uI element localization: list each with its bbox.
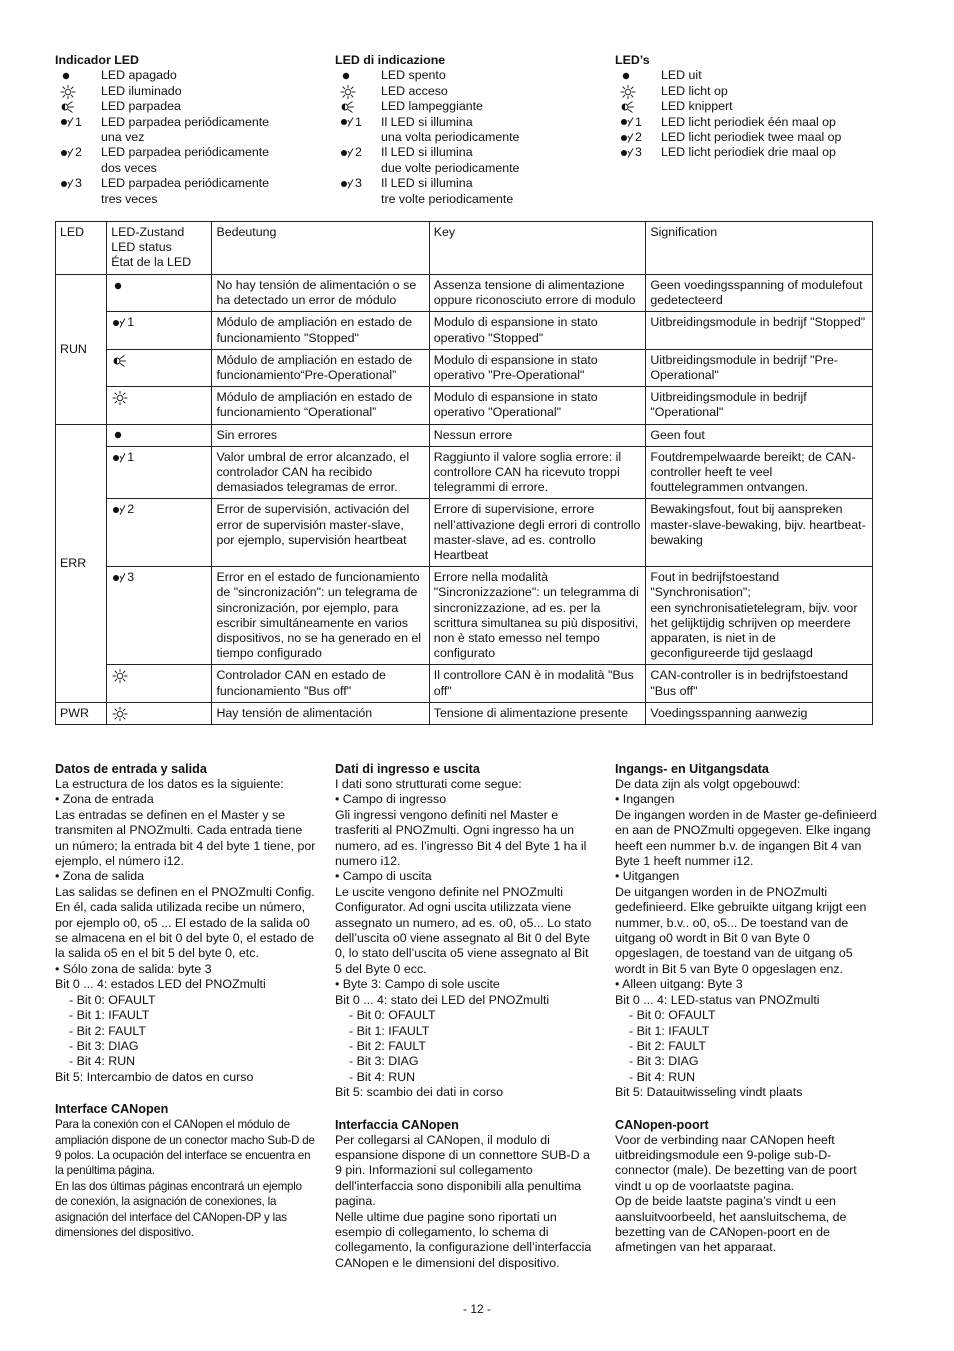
- legend-text: LED licht periodiek één maal op: [661, 114, 836, 129]
- legend-block: [335, 53, 595, 207]
- led-flash-icon: [339, 99, 355, 114]
- section-paragraph: - Bit 3: DIAG: [629, 1054, 699, 1069]
- section-paragraph: - Bit 1: IFAULT: [349, 1023, 430, 1038]
- blink-count: 1: [127, 449, 135, 464]
- blink-count: 1: [75, 114, 82, 129]
- section-paragraph: • Campo di ingresso: [335, 792, 447, 807]
- blink-count: 3: [635, 145, 642, 160]
- led-status-table: [55, 221, 873, 725]
- meaning-nl-cell: Uitbreidingsmodule in bedrijf "Pre-Operational": [646, 349, 873, 386]
- legend-text: LED licht periodiek drie maal op: [661, 145, 836, 160]
- blink-count: 1: [355, 114, 362, 129]
- led-periodic-icon: [111, 450, 127, 465]
- table-row: [56, 665, 873, 702]
- meaning-es-cell: Hay tensión de alimentación: [212, 702, 429, 724]
- legend-text: LED parpadea periódicamente: [101, 176, 270, 191]
- meaning-it-cell: Errore nella modalità "Sincronizzazione": un telegramma di sincronizzazione, ad es. per la scrittura simultanea su più dispositivi, non è stato emesso nel tempo configurato: [429, 567, 646, 665]
- table-row: [56, 349, 873, 386]
- led-on-icon: [111, 668, 129, 683]
- legend-text: LED iluminado: [101, 83, 182, 98]
- led-periodic-icon: [111, 570, 127, 585]
- section-paragraph: • Byte 3: Campo di sole uscite: [335, 977, 500, 992]
- led-periodic-icon: [339, 145, 355, 160]
- legend-item: [615, 130, 875, 145]
- meaning-it-cell: Errore di supervisione, errore nell’attivazione degli errori di controllo master-slave, ad es. controllo Heartbeat: [429, 499, 646, 567]
- legend-item: [55, 84, 315, 99]
- section-paragraph: - Bit 0: OFAULT: [349, 1008, 436, 1023]
- section-paragraph: Bit 5: Datauitwisseling vindt plaats: [615, 1085, 803, 1100]
- meaning-es-cell: Controlador CAN en estado de funcionamiento "Bus off": [212, 665, 429, 702]
- led-periodic-icon: [59, 145, 75, 160]
- led-state-cell: [107, 446, 212, 499]
- column-header: LED: [56, 222, 107, 275]
- blink-count: 1: [127, 315, 135, 330]
- led-periodic-icon: [59, 115, 75, 130]
- meaning-nl-cell: Voedingsspanning aanwezig: [646, 702, 873, 724]
- meaning-es-cell: Sin errores: [212, 424, 429, 446]
- section-paragraph: - Bit 0: OFAULT: [69, 992, 156, 1007]
- legend-item: [55, 115, 315, 130]
- led-state-cell: [107, 387, 212, 424]
- section-paragraph: Bit 5: scambio dei dati in corso: [335, 1085, 504, 1100]
- section-paragraph: De ingangen worden in de Master ge-definieerd en aan de PNOZmulti opgegeven. Elke ingang heeft een nummer b.v. de ingangen Bit 4 van Byte 1 heeft nummer i12.: [615, 807, 877, 869]
- table-row: [56, 312, 873, 349]
- legend-text: dos veces: [101, 160, 157, 175]
- led-state-cell: [107, 665, 212, 702]
- section-title: Interfaccia CANopen: [335, 1117, 459, 1132]
- legend-text: LED apagado: [101, 68, 177, 83]
- led-on-icon: [111, 706, 129, 721]
- legend-text: LED lampeggiante: [381, 99, 483, 114]
- legend-text: LED acceso: [381, 83, 448, 98]
- section-paragraph: • Zona de entrada: [55, 792, 154, 807]
- legend-text: LED licht periodiek twee maal op: [661, 130, 842, 145]
- legend-item: [55, 161, 315, 176]
- section-paragraph: - Bit 4: RUN: [349, 1069, 416, 1084]
- legend-item: [335, 176, 595, 191]
- section-paragraph: - Bit 4: RUN: [629, 1069, 696, 1084]
- legend-item: [55, 68, 315, 83]
- section-paragraph: La estructura de los datos es la siguiente:: [55, 777, 284, 791]
- led-name-cell: ERR: [56, 424, 107, 702]
- led-off-icon: [111, 428, 125, 443]
- legend-heading: Indicador LED: [55, 53, 139, 67]
- blink-count: 2: [635, 130, 642, 145]
- table-row: [56, 446, 873, 499]
- led-state-cell: [107, 275, 212, 312]
- section-paragraph: - Bit 2: FAULT: [349, 1038, 426, 1053]
- table-row: [56, 424, 873, 446]
- column-header: LED-Zustand LED status État de la LED: [107, 222, 212, 275]
- legend-block: [55, 53, 315, 207]
- meaning-es-cell: Valor umbral de error alcanzado, el controlador CAN ha recibido demasiados telegramas de error.: [212, 446, 429, 499]
- meaning-es-cell: Módulo de ampliación en estado de funcionamiento “Operational”: [212, 387, 429, 424]
- blink-count: 2: [355, 145, 362, 160]
- section-paragraph: • Sólo zona de salida: byte 3: [55, 961, 212, 976]
- led-state-cell: [107, 424, 212, 446]
- led-on-icon: [339, 84, 357, 99]
- led-name-cell: PWR: [56, 702, 107, 724]
- blink-count: 3: [75, 176, 82, 191]
- led-off-icon: [59, 68, 73, 83]
- legend-item: [615, 99, 875, 114]
- section-paragraph: En las dos últimas páginas encontrará un ejemplo de conexión, la asignación de conexiones, la asignación del interface del CANopen-DP y las dimensiones del dispositivo.: [55, 1179, 302, 1239]
- meaning-nl-cell: Geen voedingsspanning of modulefout gedetecteerd: [646, 275, 873, 312]
- table-row: [56, 387, 873, 424]
- legend-text: LED spento: [381, 68, 446, 83]
- section-paragraph: Le uscite vengono definite nel PNOZmulti Configurator. Ad ogni uscita utilizzata viene assegnato un numero, ad es. o0, o5... Lo stato dell’uscita o0 viene assegnato al Bit 0 del Byte 0, lo stato dell’uscita o5 viene assegnato al Bit 5 del Byte 0 ecc.: [335, 884, 592, 976]
- meaning-it-cell: Modulo di espansione in stato operativo "Pre-Operational": [429, 349, 646, 386]
- table-header-row: [56, 222, 873, 275]
- legend-item: [615, 84, 875, 99]
- led-state-cell: [107, 702, 212, 724]
- section-paragraph: Bit 0 ... 4: LED-status van PNOZmulti: [615, 992, 820, 1007]
- led-periodic-icon: [619, 115, 635, 130]
- led-flash-icon: [619, 99, 635, 114]
- section-paragraph: • Campo di uscita: [335, 869, 432, 884]
- section-paragraph: - Bit 1: IFAULT: [69, 1008, 150, 1023]
- section-paragraph: I dati sono strutturati come segue:: [335, 777, 522, 791]
- legend-text: LED parpadea periódicamente: [101, 145, 270, 160]
- legend-text: Il LED si illumina: [381, 176, 473, 191]
- led-on-icon: [111, 390, 129, 405]
- section-paragraph: Per collegarsi al CANopen, il modulo di espansione dispone di un connettore SUB-D a 9 pin. Informazioni sul collegamento dell'interfaccia sono disponibili alla penultima pagina.: [335, 1132, 590, 1209]
- section-paragraph: Las salidas se definen en el PNOZmulti Config. En él, cada salida utilizada recibe un número, por ejemplo o0, o5 ... El estado de la salida o0 se almacena en el bit 0 del byte 0, el estado de la salida o5 en el bit 5 del byte 0, etc.: [55, 884, 315, 961]
- legend-item: [55, 99, 315, 114]
- column-header: Bedeutung: [212, 222, 429, 275]
- meaning-it-cell: Tensione di alimentazione presente: [429, 702, 646, 724]
- meaning-it-cell: Il controllore CAN è in modalità "Bus off": [429, 665, 646, 702]
- legend-item: [335, 84, 595, 99]
- legend-heading: LED’s: [615, 53, 650, 67]
- legend-item: [335, 99, 595, 114]
- led-periodic-icon: [111, 502, 127, 517]
- meaning-es-cell: Módulo de ampliación en estado de funcionamiento“Pre-Operational”: [212, 349, 429, 386]
- legend-text: Il LED si illumina: [381, 114, 473, 129]
- section-paragraph: - Bit 2: FAULT: [629, 1038, 706, 1053]
- section-paragraph: Bit 0 ... 4: estados LED del PNOZmulti: [55, 977, 266, 992]
- meaning-it-cell: Modulo di espansione in stato operativo "Operational": [429, 387, 646, 424]
- section-paragraph: Bit 5: Intercambio de datos en curso: [55, 1069, 254, 1084]
- section-paragraph: • Zona de salida: [55, 869, 145, 884]
- section-title: Interface CANopen: [55, 1102, 169, 1117]
- section-paragraph: • Ingangen: [615, 792, 675, 807]
- led-state-cell: [107, 312, 212, 349]
- led-flash-icon: [111, 353, 127, 368]
- led-off-icon: [619, 68, 633, 83]
- led-state-cell: [107, 567, 212, 665]
- text-column: [55, 761, 317, 1240]
- legend-text: Il LED si illumina: [381, 145, 473, 160]
- legend-text: una volta periodicamente: [381, 130, 520, 145]
- page-number: - 12 -: [462, 1302, 491, 1316]
- section-paragraph: - Bit 3: DIAG: [349, 1054, 419, 1069]
- meaning-nl-cell: Fout in bedrijfstoestand "Synchronisation"; een synchronisatietelegram, bijv. voor het gelijktijdig schrijven op meerdere apparaten, is niet in de geconfigureerde tijd geslaagd: [646, 567, 873, 665]
- legend-item: [335, 145, 595, 160]
- meaning-it-cell: Assenza tensione di alimentazione oppure riconosciuto errore di modulo: [429, 275, 646, 312]
- blink-count: 3: [127, 570, 135, 585]
- meaning-it-cell: Modulo di espansione in stato operativo "Stopped": [429, 312, 646, 349]
- section-title: Dati di ingresso e uscita: [335, 762, 480, 776]
- legend-text: una vez: [101, 130, 145, 145]
- table-row: [56, 702, 873, 724]
- legend-item: [55, 130, 315, 145]
- section-paragraph: • Uitgangen: [615, 869, 680, 884]
- legend-item: [335, 192, 595, 207]
- meaning-es-cell: Módulo de ampliación en estado de funcionamiento "Stopped": [212, 312, 429, 349]
- section-paragraph: De data zijn als volgt opgebouwd:: [615, 777, 801, 791]
- section-paragraph: - Bit 0: OFAULT: [629, 1008, 716, 1023]
- meaning-es-cell: Error en el estado de funcionamiento de "sincronización": un telegrama de sincronización, por ejemplo, para escribir simultáneamente en varios dispositivos, no se ha generado en el tiempo configurado: [212, 567, 429, 665]
- legend-text: LED licht op: [661, 83, 728, 98]
- column-header: Key: [429, 222, 646, 275]
- section-paragraph: Bit 0 ... 4: stato dei LED del PNOZmulti: [335, 992, 550, 1007]
- led-periodic-icon: [59, 176, 75, 191]
- section-paragraph: Op de beide laatste pagina’s vindt u een aansluitvoorbeeld, het aansluitschema, de bezetting van de CANopen-poort en de afmetingen van het apparaat.: [615, 1194, 847, 1255]
- led-state-cell: [107, 349, 212, 386]
- legend-item: [615, 68, 875, 83]
- led-periodic-icon: [339, 115, 355, 130]
- meaning-nl-cell: Uitbreidingsmodule in bedrijf "Operational": [646, 387, 873, 424]
- led-periodic-icon: [339, 176, 355, 191]
- table-row: [56, 499, 873, 567]
- led-name-cell: RUN: [56, 275, 107, 425]
- led-state-cell: [107, 499, 212, 567]
- legend-text: LED parpadea: [101, 99, 181, 114]
- legend-block: [615, 53, 875, 161]
- legend-text: tre volte periodicamente: [381, 191, 514, 206]
- legend-item: [55, 176, 315, 191]
- meaning-nl-cell: Geen fout: [646, 424, 873, 446]
- text-column: [615, 761, 877, 1256]
- blink-count: 3: [355, 176, 362, 191]
- led-off-icon: [339, 68, 353, 83]
- led-periodic-icon: [619, 145, 635, 160]
- meaning-nl-cell: Uitbreidingsmodule in bedrijf "Stopped": [646, 312, 873, 349]
- meaning-nl-cell: Foutdrempelwaarde bereikt; de CAN-controller heeft te veel fouttelegrammen ontvangen.: [646, 446, 873, 499]
- section-paragraph: Para la conexión con el CANopen el módulo de ampliación dispone de un conector macho Sub-D de 9 polos. La ocupación del interface se encuentra en la penúltima página.: [55, 1118, 315, 1178]
- section-paragraph: Voor de verbinding naar CANopen heeft uitbreidingsmodule een 9-polige sub-D-connector (male). De bezetting van de poort vindt u op de voorlaatste pagina.: [615, 1132, 857, 1193]
- meaning-it-cell: Raggiunto il valore soglia errore: il controllore CAN ha ricevuto troppi telegrammi di errore.: [429, 446, 646, 499]
- legend-text: due volte periodicamente: [381, 160, 520, 175]
- legend-item: [55, 145, 315, 160]
- section-paragraph: Nelle ultime due pagine sono riportati un esempio di collegamento, lo schema di collegamento, la configurazione dell’interfaccia CANopen e le dimensioni del dispositivo.: [335, 1209, 592, 1270]
- blink-count: 1: [635, 114, 642, 129]
- legend-text: tres veces: [101, 191, 158, 206]
- section-paragraph: - Bit 1: IFAULT: [629, 1023, 710, 1038]
- legend-heading: LED di indicazione: [335, 53, 446, 67]
- legend-item: [615, 145, 875, 160]
- section-paragraph: De uitgangen worden in de PNOZmulti gedefinieerd. Elke gebruikte uitgang krijgt een nummer, b.v.. o0, o5... De toestand van de uitgang o0 wordt in Bit 0 van Byte 0 opgeslagen, de toestand van de uitgang o5 wordt in Bit 5 van Byte 0 opgeslagen enz.: [615, 884, 867, 976]
- legend-item: [335, 130, 595, 145]
- section-paragraph: Gli ingressi vengono definiti nel Master e trasferiti al PNOZmulti. Ogni ingresso ha un numero, ad es. l’ingresso Bit 4 del Byte 1 ha il numero i12.: [335, 807, 587, 869]
- blink-count: 2: [75, 145, 82, 160]
- led-periodic-icon: [111, 315, 127, 330]
- legend-text: LED parpadea periódicamente: [101, 114, 270, 129]
- section-paragraph: - Bit 4: RUN: [69, 1054, 136, 1069]
- table-row: [56, 567, 873, 665]
- legend-item: [335, 161, 595, 176]
- led-on-icon: [59, 84, 77, 99]
- meaning-es-cell: No hay tensión de alimentación o se ha detectado un error de módulo: [212, 275, 429, 312]
- led-periodic-icon: [619, 130, 635, 145]
- table-row: [56, 275, 873, 312]
- led-on-icon: [619, 84, 637, 99]
- text-column: [335, 761, 597, 1271]
- meaning-nl-cell: CAN-controller is in bedrijfstoestand "Bus off": [646, 665, 873, 702]
- legend-text: LED knippert: [661, 99, 733, 114]
- section-title: Ingangs- en Uitgangsdata: [615, 762, 769, 776]
- legend-item: [335, 115, 595, 130]
- section-paragraph: Las entradas se definen en el Master y se transmiten al PNOZmulti. Cada entrada tiene un número; la entrada bit 4 del byte 1 tiene, por ejemplo, el número i12.: [55, 807, 316, 869]
- section-title: Datos de entrada y salida: [55, 762, 207, 776]
- section-paragraph: - Bit 2: FAULT: [69, 1023, 146, 1038]
- section-paragraph: • Alleen uitgang: Byte 3: [615, 977, 743, 992]
- legend-item: [55, 192, 315, 207]
- column-header: Signification: [646, 222, 873, 275]
- legend-item: [615, 115, 875, 130]
- led-flash-icon: [59, 99, 75, 114]
- meaning-nl-cell: Bewakingsfout, fout bij aanspreken master-slave-bewaking, bijv. heartbeat-bewaking: [646, 499, 873, 567]
- blink-count: 2: [127, 502, 135, 517]
- section-title: CANopen-poort: [615, 1117, 709, 1132]
- section-paragraph: - Bit 3: DIAG: [69, 1038, 139, 1053]
- meaning-it-cell: Nessun errore: [429, 424, 646, 446]
- meaning-es-cell: Error de supervisión, activación del error de supervisión master-slave, por ejemplo, supervisión heartbeat: [212, 499, 429, 567]
- led-off-icon: [111, 278, 125, 293]
- legend-text: LED uit: [661, 68, 702, 83]
- legend-item: [335, 68, 595, 83]
